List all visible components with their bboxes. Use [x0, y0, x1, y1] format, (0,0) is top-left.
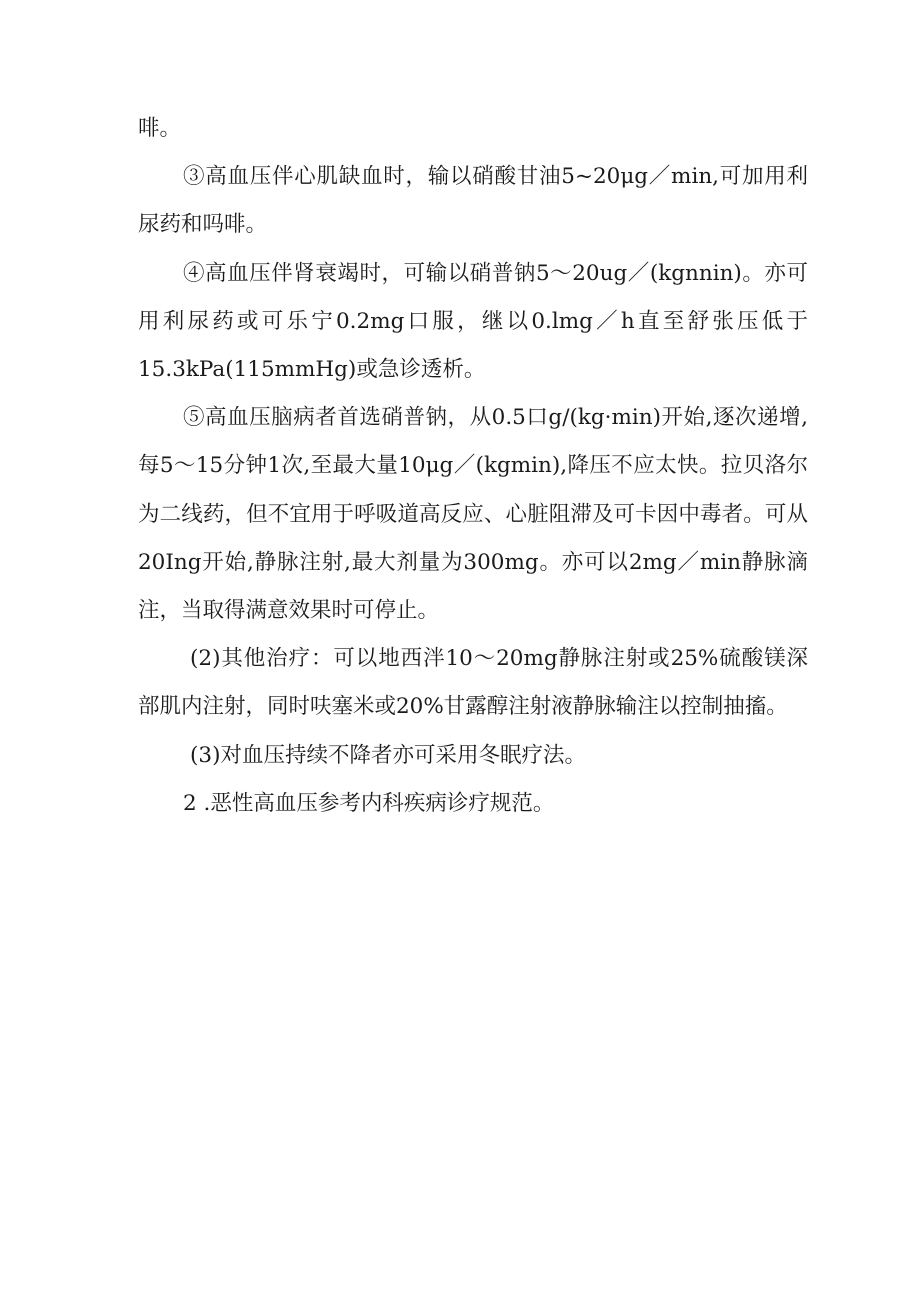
document-body: [138, 105, 808, 828]
paragraph-other-treatment: (2)其他治疗：可以地西泮10～20mg静脉注射或25%硫酸镁深部肌内注射，同时呋塞米或20%甘露醇注射液静脉输注以控制抽搐。: [138, 646, 808, 720]
paragraph-continuation: 啡。: [138, 116, 182, 141]
paragraph-hibernation-therapy: (3)对血压持续不降者亦可采用冬眠疗法。: [190, 742, 586, 768]
paragraph-renal-failure: ④高血压伴肾衰竭时，可输以硝普钠5～20ug／(kgnnin)。亦可用利尿药或可乐宁0.2mg口服，继以0.lmg／h直至舒张压低于15.3kPa(115mmHg)或急诊透析。: [138, 260, 808, 383]
paragraph-myocardial-ischemia: ③高血压伴心肌缺血时，输以硝酸甘油5~20μg／min,可加用利尿药和吗啡。: [138, 164, 808, 238]
paragraph-hypertensive-encephalopathy: ⑤高血压脑病者首选硝普钠，从0.5口g/(kg·min)开始,逐次递增,每5～15分钟1次,至最大量10μg／(kgmin),降压不应太快。拉贝洛尔为二线药，但不宜用于呼吸道高反应、心脏阻滞及可卡因中毒者。可从20Ing开始,静脉注射,最大剂量为300mg。亦可以2mg／min静脉滴注，当取得满意效果时可停止。: [138, 405, 808, 624]
paragraph-malignant-hypertension: 2 .恶性高血压参考内科疾病诊疗规范。: [183, 790, 555, 816]
